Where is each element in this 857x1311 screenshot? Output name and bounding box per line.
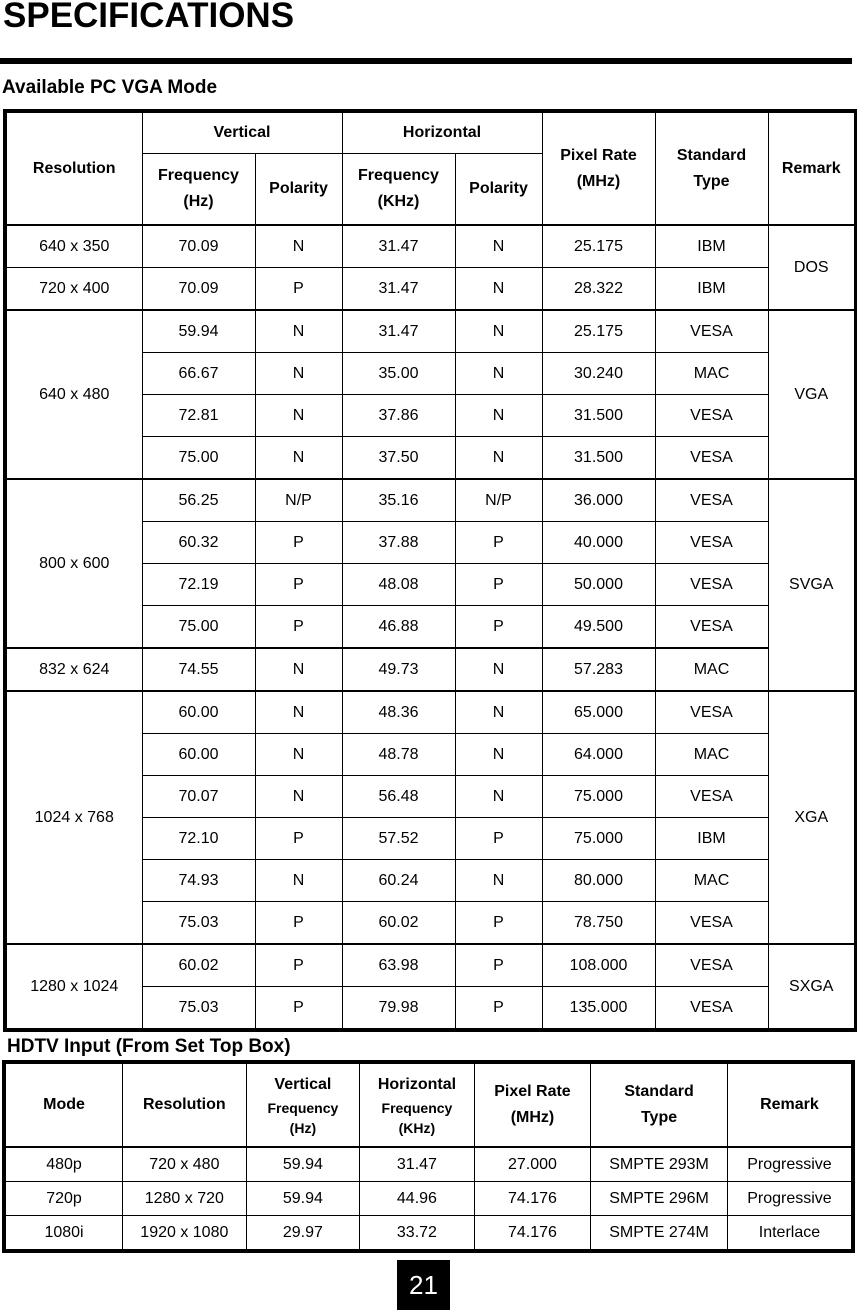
horizontal-polarity-cell: N/P: [455, 479, 542, 522]
horizontal-frequency-cell: 63.98: [342, 944, 455, 987]
vertical-frequency-cell: 60.02: [142, 944, 255, 987]
horizontal-frequency-cell: 49.73: [342, 648, 455, 691]
vertical-polarity-cell: P: [255, 987, 342, 1031]
vertical-frequency-cell: 72.19: [142, 564, 255, 606]
vertical-polarity-cell: P: [255, 522, 342, 564]
standard-type-cell: VESA: [655, 944, 768, 987]
page-number: 21: [397, 1260, 450, 1310]
standard-type-cell: MAC: [655, 648, 768, 691]
title-rule: [0, 58, 852, 64]
vga-mode-table: [3, 109, 857, 1032]
resolution-cell: 1024 x 768: [5, 691, 142, 944]
horizontal-frequency-cell: 60.24: [342, 860, 455, 902]
header-standard-type-line2: Type: [640, 1109, 678, 1126]
horizontal-polarity-cell: N: [455, 860, 542, 902]
header-vertical: Vertical: [142, 111, 342, 154]
header-horizontal-frequency-line1: Frequency: [381, 1100, 453, 1116]
standard-type-cell: VESA: [655, 437, 768, 480]
vertical-polarity-cell: P: [255, 564, 342, 606]
horizontal-frequency-cell: 57.52: [342, 818, 455, 860]
header-standard-type: [591, 1062, 728, 1147]
vertical-polarity-cell: N/P: [255, 479, 342, 522]
vertical-polarity-cell: N: [255, 310, 342, 353]
horizontal-frequency-cell: 31.47: [342, 310, 455, 353]
remark-cell: Progressive: [727, 1182, 853, 1216]
vertical-polarity-cell: N: [255, 734, 342, 776]
vertical-polarity-cell: N: [255, 860, 342, 902]
vga-group-svga: [5, 479, 856, 691]
standard-type-cell: MAC: [655, 353, 768, 395]
header-remark: Remark: [768, 111, 856, 225]
remark-cell: DOS: [768, 225, 856, 310]
vertical-polarity-cell: N: [255, 395, 342, 437]
horizontal-frequency-cell: 60.02: [342, 902, 455, 945]
horizontal-frequency-cell: 37.86: [342, 395, 455, 437]
header-horizontal-label: Horizontal: [377, 1076, 457, 1093]
header-remark: Remark: [727, 1062, 853, 1147]
pixel-rate-cell: 78.750: [542, 902, 655, 945]
horizontal-frequency-cell: 44.96: [360, 1182, 475, 1216]
resolution-cell: 800 x 600: [5, 479, 142, 648]
standard-type-cell: VESA: [655, 606, 768, 649]
header-pixel-rate: [474, 1062, 591, 1147]
pixel-rate-cell: 25.175: [542, 310, 655, 353]
pixel-rate-cell: 50.000: [542, 564, 655, 606]
table-row: [5, 479, 856, 522]
standard-type-cell: SMPTE 274M: [591, 1216, 728, 1252]
vertical-polarity-cell: N: [255, 225, 342, 268]
header-pixel-rate-line2: (MHz): [576, 172, 621, 190]
standard-type-cell: VESA: [655, 310, 768, 353]
pixel-rate-cell: 75.000: [542, 818, 655, 860]
horizontal-frequency-cell: 48.36: [342, 691, 455, 734]
page-title: SPECIFICATIONS: [3, 0, 295, 35]
header-horizontal: Horizontal: [342, 111, 542, 154]
pixel-rate-cell: 27.000: [474, 1147, 591, 1182]
header-vertical-label: Vertical: [274, 1076, 332, 1093]
horizontal-polarity-cell: P: [455, 606, 542, 649]
horizontal-polarity-cell: N: [455, 691, 542, 734]
header-vertical-frequency-line2: (Hz): [183, 193, 214, 210]
standard-type-cell: MAC: [655, 734, 768, 776]
standard-type-cell: VESA: [655, 776, 768, 818]
vga-group-sxga: [5, 944, 856, 1030]
horizontal-frequency-cell: 46.88: [342, 606, 455, 649]
vertical-frequency-cell: 59.94: [246, 1147, 360, 1182]
resolution-cell: 720 x 400: [5, 268, 142, 311]
horizontal-polarity-cell: P: [455, 564, 542, 606]
resolution-cell: 720 x 480: [123, 1147, 247, 1182]
remark-cell: XGA: [768, 691, 856, 944]
table-row: [5, 268, 856, 311]
vertical-frequency-cell: 70.09: [142, 225, 255, 268]
table-row: [5, 944, 856, 987]
header-horizontal-frequency-line2: (KHz): [398, 1120, 436, 1136]
horizontal-frequency-cell: 48.78: [342, 734, 455, 776]
vga-group-vga: [5, 310, 856, 479]
resolution-cell: 640 x 480: [5, 310, 142, 479]
pixel-rate-cell: 75.000: [542, 776, 655, 818]
horizontal-frequency-cell: 31.47: [342, 225, 455, 268]
horizontal-polarity-cell: N: [455, 437, 542, 480]
header-vertical-frequency-line1: Frequency: [267, 1100, 339, 1116]
horizontal-polarity-cell: N: [455, 776, 542, 818]
table-row: [4, 1216, 853, 1252]
horizontal-polarity-cell: P: [455, 818, 542, 860]
vertical-frequency-cell: 70.07: [142, 776, 255, 818]
mode-cell: 1080i: [4, 1216, 123, 1252]
header-horizontal-frequency: [342, 154, 455, 226]
vertical-frequency-cell: 72.81: [142, 395, 255, 437]
horizontal-frequency-cell: 48.08: [342, 564, 455, 606]
pixel-rate-cell: 40.000: [542, 522, 655, 564]
header-horizontal-frequency-line1: Frequency: [358, 167, 439, 184]
vertical-frequency-cell: 60.00: [142, 734, 255, 776]
pixel-rate-cell: 57.283: [542, 648, 655, 691]
header-vertical-frequency: [246, 1062, 360, 1147]
pixel-rate-cell: 36.000: [542, 479, 655, 522]
resolution-cell: 1280 x 720: [123, 1182, 247, 1216]
vga-section-heading: Available PC VGA Mode: [2, 77, 218, 98]
pixel-rate-cell: 28.322: [542, 268, 655, 311]
mode-cell: 720p: [4, 1182, 123, 1216]
horizontal-frequency-cell: 35.00: [342, 353, 455, 395]
pixel-rate-cell: 135.000: [542, 987, 655, 1031]
pixel-rate-cell: 31.500: [542, 437, 655, 480]
vertical-frequency-cell: 75.00: [142, 437, 255, 480]
hdtv-input-table: [2, 1060, 855, 1253]
pixel-rate-cell: 74.176: [474, 1182, 591, 1216]
vertical-frequency-cell: 75.03: [142, 987, 255, 1031]
horizontal-frequency-cell: 37.50: [342, 437, 455, 480]
resolution-cell: 1920 x 1080: [123, 1216, 247, 1252]
horizontal-polarity-cell: N: [455, 648, 542, 691]
horizontal-polarity-cell: N: [455, 225, 542, 268]
vertical-polarity-cell: P: [255, 944, 342, 987]
pixel-rate-cell: 64.000: [542, 734, 655, 776]
vga-group-dos: [5, 225, 856, 310]
vertical-frequency-cell: 59.94: [246, 1182, 360, 1216]
vertical-frequency-cell: 75.00: [142, 606, 255, 649]
header-resolution: Resolution: [5, 111, 142, 225]
table-row: [5, 225, 856, 268]
resolution-cell: 640 x 350: [5, 225, 142, 268]
pixel-rate-cell: 25.175: [542, 225, 655, 268]
vertical-polarity-cell: P: [255, 606, 342, 649]
remark-cell: Progressive: [727, 1147, 853, 1182]
standard-type-cell: VESA: [655, 987, 768, 1031]
remark-cell: SVGA: [768, 479, 856, 691]
standard-type-cell: VESA: [655, 522, 768, 564]
vga-group-xga: [5, 691, 856, 944]
standard-type-cell: VESA: [655, 395, 768, 437]
vertical-frequency-cell: 74.93: [142, 860, 255, 902]
horizontal-polarity-cell: P: [455, 987, 542, 1031]
horizontal-frequency-cell: 35.16: [342, 479, 455, 522]
vertical-frequency-cell: 70.09: [142, 268, 255, 311]
standard-type-cell: MAC: [655, 860, 768, 902]
header-vertical-frequency: [142, 154, 255, 226]
vertical-frequency-cell: 59.94: [142, 310, 255, 353]
header-pixel-rate-line2: (MHz): [510, 1109, 555, 1126]
vertical-frequency-cell: 66.67: [142, 353, 255, 395]
vertical-frequency-cell: 74.55: [142, 648, 255, 691]
table-row: [5, 310, 856, 353]
horizontal-frequency-cell: 37.88: [342, 522, 455, 564]
vertical-frequency-cell: 56.25: [142, 479, 255, 522]
horizontal-polarity-cell: P: [455, 944, 542, 987]
header-vertical-polarity: Polarity: [255, 154, 342, 226]
vertical-frequency-cell: 72.10: [142, 818, 255, 860]
standard-type-cell: SMPTE 293M: [591, 1147, 728, 1182]
vertical-polarity-cell: N: [255, 353, 342, 395]
remark-cell: VGA: [768, 310, 856, 479]
pixel-rate-cell: 65.000: [542, 691, 655, 734]
vertical-polarity-cell: N: [255, 776, 342, 818]
vertical-polarity-cell: P: [255, 902, 342, 945]
standard-type-cell: IBM: [655, 225, 768, 268]
standard-type-cell: VESA: [655, 691, 768, 734]
horizontal-polarity-cell: N: [455, 395, 542, 437]
standard-type-cell: VESA: [655, 902, 768, 945]
horizontal-polarity-cell: P: [455, 902, 542, 945]
header-horizontal-frequency-line2: (KHz): [377, 193, 420, 210]
mode-cell: 480p: [4, 1147, 123, 1182]
header-mode: Mode: [4, 1062, 123, 1147]
horizontal-polarity-cell: P: [455, 522, 542, 564]
horizontal-frequency-cell: 31.47: [360, 1147, 475, 1182]
table-row: [4, 1147, 853, 1182]
horizontal-frequency-cell: 56.48: [342, 776, 455, 818]
header-vertical-frequency-line2: (Hz): [289, 1120, 317, 1136]
header-standard-type-line1: Standard: [624, 1083, 694, 1100]
header-standard-type-line2: Type: [693, 172, 730, 190]
vertical-frequency-cell: 60.32: [142, 522, 255, 564]
standard-type-cell: IBM: [655, 268, 768, 311]
vertical-frequency-cell: 60.00: [142, 691, 255, 734]
header-horizontal-frequency: [360, 1062, 475, 1147]
horizontal-frequency-cell: 31.47: [342, 268, 455, 311]
pixel-rate-cell: 80.000: [542, 860, 655, 902]
standard-type-cell: IBM: [655, 818, 768, 860]
horizontal-polarity-cell: N: [455, 268, 542, 311]
header-horizontal-polarity: Polarity: [455, 154, 542, 226]
header-pixel-rate-line1: Pixel Rate: [494, 1083, 571, 1100]
resolution-cell: 1280 x 1024: [5, 944, 142, 1030]
vertical-polarity-cell: P: [255, 268, 342, 311]
horizontal-frequency-cell: 79.98: [342, 987, 455, 1031]
remark-cell: SXGA: [768, 944, 856, 1030]
pixel-rate-cell: 74.176: [474, 1216, 591, 1252]
pixel-rate-cell: 108.000: [542, 944, 655, 987]
header-vertical-frequency-line1: Frequency: [158, 167, 239, 184]
vertical-polarity-cell: P: [255, 818, 342, 860]
table-row: [5, 648, 856, 691]
vertical-frequency-cell: 29.97: [246, 1216, 360, 1252]
vertical-frequency-cell: 75.03: [142, 902, 255, 945]
vertical-polarity-cell: N: [255, 691, 342, 734]
standard-type-cell: VESA: [655, 479, 768, 522]
remark-cell: Interlace: [727, 1216, 853, 1252]
horizontal-frequency-cell: 33.72: [360, 1216, 475, 1252]
table-row: [4, 1182, 853, 1216]
vertical-polarity-cell: N: [255, 437, 342, 480]
standard-type-cell: VESA: [655, 564, 768, 606]
pixel-rate-cell: 49.500: [542, 606, 655, 649]
horizontal-polarity-cell: N: [455, 310, 542, 353]
standard-type-cell: SMPTE 296M: [591, 1182, 728, 1216]
header-standard-type-line1: Standard: [676, 146, 747, 164]
vertical-polarity-cell: N: [255, 648, 342, 691]
horizontal-polarity-cell: N: [455, 353, 542, 395]
resolution-cell: 832 x 624: [5, 648, 142, 691]
header-pixel-rate-line1: Pixel Rate: [560, 146, 637, 164]
horizontal-polarity-cell: N: [455, 734, 542, 776]
hdtv-section-heading: HDTV Input (From Set Top Box): [7, 1036, 291, 1057]
pixel-rate-cell: 31.500: [542, 395, 655, 437]
header-resolution: Resolution: [123, 1062, 247, 1147]
table-row: [5, 691, 856, 734]
pixel-rate-cell: 30.240: [542, 353, 655, 395]
header-standard-type: [655, 111, 768, 225]
header-pixel-rate: [542, 111, 655, 225]
